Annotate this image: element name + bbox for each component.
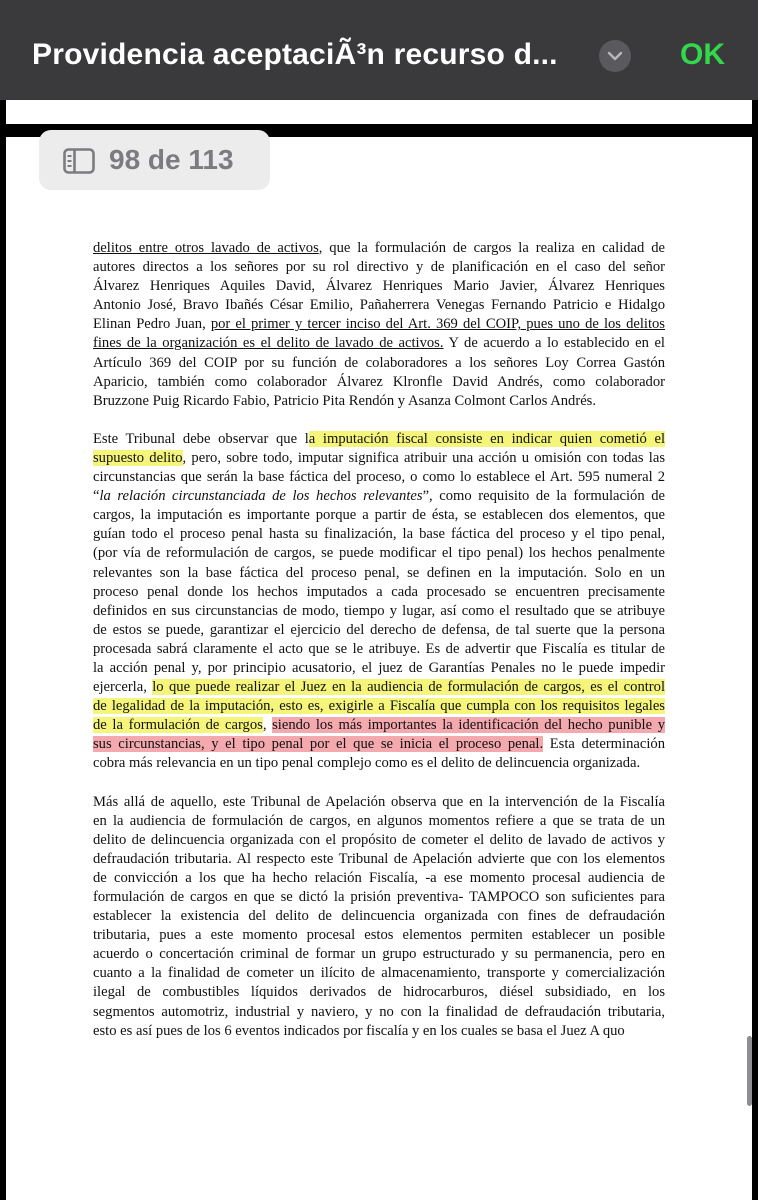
text-line bbox=[93, 812, 665, 831]
text-run: cuanto a la finalidad de cometer un ilícito de almacenamiento, transporte y comercialización bbox=[93, 965, 665, 982]
text-run: cargos, la imputación es importante porque a partir de ésta, se establecen dos elementos, que bbox=[93, 507, 665, 524]
text-line bbox=[93, 964, 665, 983]
text-line bbox=[93, 793, 665, 812]
text-line bbox=[93, 850, 665, 869]
text-line bbox=[93, 315, 665, 334]
text-run: de estos se puede, garantizar el ejercicio del derecho de defensa, de tal suerte que la persona bbox=[93, 621, 665, 638]
text-run: establecer la existencia del delito de delincuencia organizada con fines de defraudación bbox=[93, 908, 665, 925]
text-run: guían todo el proceso penal hasta su finalización, la base fáctica del proceso y el tipo penal, bbox=[93, 526, 665, 543]
text-line bbox=[93, 468, 665, 487]
text-run: acuerdo o concertación criminal de formar un grupo estructurado y su permanencia, pero en bbox=[93, 946, 665, 963]
text-run: cobra más relevancia en un tipo penal complejo como es el delito de delincuencia organizada. bbox=[93, 755, 641, 772]
text-line bbox=[93, 1022, 665, 1041]
text-line bbox=[93, 354, 665, 373]
text-line bbox=[93, 506, 665, 525]
chevron-down-icon[interactable] bbox=[599, 40, 631, 72]
text-line bbox=[93, 869, 665, 888]
top-bar bbox=[0, 0, 758, 100]
text-run: , bbox=[262, 717, 273, 734]
text-line bbox=[93, 602, 665, 621]
text-run: procesada sabrá claramente el acto que se le atribuye. Es de advertir que Fiscalía es titular de bbox=[93, 640, 665, 657]
text-run: Esta determinación bbox=[543, 736, 665, 753]
text-run: de convicción a los que ha hecho relación Fiscalía, -a ese momento procesal audiencia de bbox=[93, 869, 665, 886]
text-line bbox=[93, 831, 665, 850]
text-line bbox=[93, 392, 665, 411]
text-run: de legalidad de la imputación, esto es, exigirle a Fiscalía que cumpla con los requisitos legales bbox=[93, 698, 665, 715]
text-line bbox=[93, 678, 665, 697]
text-run: ejercerla, bbox=[93, 679, 153, 696]
text-line bbox=[93, 697, 665, 716]
text-run: Este Tribunal debe observar que l bbox=[93, 430, 309, 447]
document-title[interactable]: Providencia aceptaciÃ³n recurso d... bbox=[32, 38, 558, 71]
text-run: ilegal de combustibles líquidos derivados de hidrocarburos, diésel subsidiado, en los bbox=[93, 984, 665, 1001]
text-run: Bruzzone Puig Ricardo Fabio, Patricio Pita Rendón y Asanza Colmont Carlos Andrés. bbox=[93, 392, 597, 409]
text-line bbox=[93, 659, 665, 678]
text-run: esto es así pues de los 6 eventos indicados por fiscalía y en los cuales se basa el Juez A quo bbox=[93, 1022, 625, 1039]
text-line bbox=[93, 907, 665, 926]
text-run: proceso penal donde los hechos imputados a cada procesado se encuentren precisamente bbox=[93, 583, 665, 600]
text-run: (por vía de reformulación de cargos, se puede modificar el tipo penal) los hechos penalmente bbox=[93, 545, 665, 562]
text-line bbox=[93, 296, 665, 315]
text-line bbox=[93, 334, 665, 353]
text-line bbox=[93, 373, 665, 392]
text-run: delito de delincuencia organizada con el propósito de cometer el delito de lavado de activos y bbox=[93, 831, 665, 848]
page-indicator[interactable] bbox=[39, 130, 270, 190]
text-run: ”, como requisito de la formulación de bbox=[422, 488, 665, 505]
text-run: siendo los más importantes la identificación del hecho punible y bbox=[272, 717, 665, 734]
text-line bbox=[93, 640, 665, 659]
paragraph bbox=[93, 793, 665, 1041]
ok-button[interactable]: OK bbox=[680, 38, 725, 71]
text-run: Álvarez Henriques Aquiles David, Álvarez Henriques Mario Javier, Álvarez Henriques bbox=[93, 278, 665, 295]
text-run: supuesto delito bbox=[93, 449, 183, 466]
document-text bbox=[93, 239, 665, 1060]
text-run: segmentos automotriz, industrial y naviero, y no con la finalidad de defraudación tributaria, bbox=[93, 1003, 665, 1020]
text-line bbox=[93, 926, 665, 945]
text-line bbox=[93, 888, 665, 907]
text-line bbox=[93, 945, 665, 964]
scrollbar[interactable] bbox=[747, 1036, 752, 1106]
text-run: “ bbox=[93, 488, 100, 505]
text-line bbox=[93, 1003, 665, 1022]
text-run: Artículo 369 del COIP por su función de colaboradores a los señores Loy Correa Gastón bbox=[93, 354, 665, 371]
sidebar-icon bbox=[63, 148, 95, 179]
text-run: por el primer y tercer inciso del Art. 369 del COIP, pues uno de los delitos bbox=[210, 316, 665, 333]
text-run: formulación de cargos en que se dictó la prisión preventiva- TAMPOCO son suficientes para bbox=[93, 889, 665, 905]
text-line bbox=[93, 983, 665, 1002]
text-line bbox=[93, 449, 665, 468]
text-line bbox=[93, 544, 665, 563]
text-line bbox=[93, 735, 665, 754]
text-run: de la formulación de cargos bbox=[93, 717, 263, 734]
text-run: la acción penal y, por principio acusatorio, el juez de Garantías Penales no le puede impedir bbox=[93, 659, 665, 676]
text-run: fines de la organización es el delito de lavado de activos. bbox=[93, 335, 444, 352]
text-line bbox=[93, 754, 665, 773]
text-run: lo que puede realizar el Juez en la audiencia de formulación de cargos, es el control bbox=[152, 679, 666, 696]
text-line bbox=[93, 258, 665, 277]
text-run: relevantes son la base fáctica del proceso penal, se definen en la imputación. Solo en un bbox=[93, 564, 665, 581]
text-run: Aparicio, también como colaborador Álvarez Klronfle David Andrés, como colaborador bbox=[93, 373, 665, 390]
text-run: tributaria, pues a este momento procesal estos elementos permiten establecer un posible bbox=[93, 927, 665, 944]
text-line bbox=[93, 525, 665, 544]
text-run: circunstancias que serán la base fáctica del proceso, o como lo establece el Art. 595 numeral 2 bbox=[93, 469, 665, 486]
text-run: Elinan Pedro Juan, bbox=[93, 316, 211, 333]
text-run: a imputación fiscal consiste en indicar quien cometió el bbox=[308, 430, 665, 447]
text-run: definidos en sus circunstancias de modo, tiempo y lugar, así como el resultado que se atribuye bbox=[93, 602, 665, 619]
text-line bbox=[93, 621, 665, 640]
text-run: delitos entre otros lavado de activos bbox=[93, 240, 319, 256]
text-line bbox=[93, 716, 665, 735]
page-indicator-label: 98 de 113 bbox=[109, 144, 234, 175]
text-run: Más allá de aquello, este Tribunal de Apelación observa que en la intervención de la Fiscalía bbox=[93, 793, 665, 810]
text-run: Antonio José, Bravo Ibañés César Emilio, Pañaherrera Venegas Fernando Patricio e Hidalgo bbox=[93, 297, 665, 314]
paragraph bbox=[93, 430, 665, 774]
text-line bbox=[93, 239, 665, 258]
paragraph bbox=[93, 239, 665, 411]
text-line bbox=[93, 564, 665, 583]
text-line bbox=[93, 430, 665, 449]
text-run: la relación circunstanciada de los hechos relevantes bbox=[99, 488, 423, 505]
text-run: sus circunstancias, y el tipo penal por el que se inicia el proceso penal. bbox=[93, 736, 544, 753]
text-run: defraudación tributaria. Al respecto este Tribunal de Apelación advierte que con los elementos bbox=[93, 850, 665, 867]
text-line bbox=[93, 277, 665, 296]
text-run: autores directos a los señores por su rol directivo y de planificación en el caso del señor bbox=[93, 259, 665, 276]
previous-page bbox=[6, 100, 752, 124]
text-run: Y de acuerdo a lo establecido en el bbox=[443, 335, 665, 352]
text-run: , que la formulación de cargos la realiza en calidad de bbox=[318, 240, 665, 256]
text-line bbox=[93, 487, 665, 506]
text-run: , pero, sobre todo, imputar significa atribuir una acción u omisión con todas las bbox=[182, 449, 666, 466]
text-run: en la audiencia de formulación de cargos, en algunos momentos refiere a que se trata de un bbox=[93, 812, 665, 829]
text-line bbox=[93, 583, 665, 602]
